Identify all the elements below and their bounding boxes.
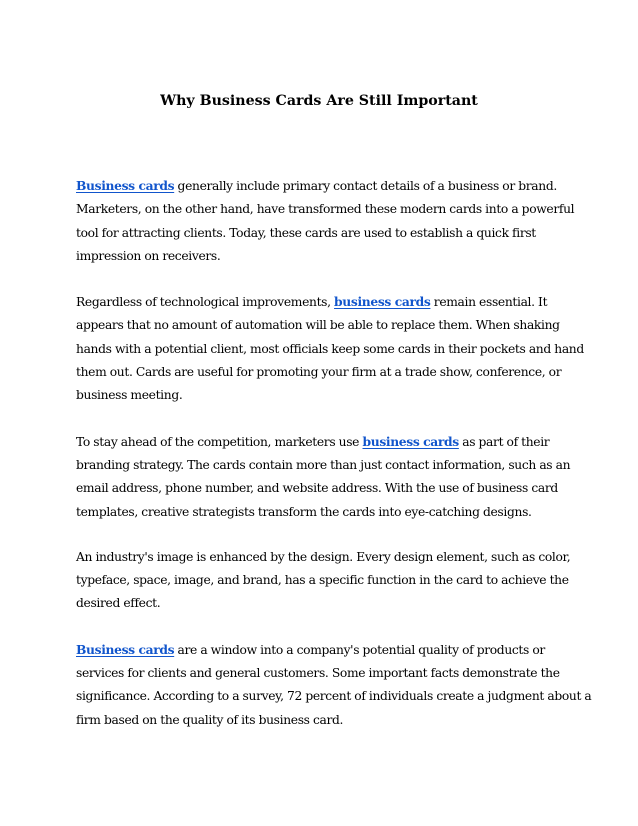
text-run: are a window into a company's potential quality of products or <box>174 642 545 657</box>
paragraph-4 <box>76 546 571 616</box>
text-run: Regardless of technological improvements, <box>76 295 335 310</box>
document-title: Why Business Cards Are Still Important <box>160 93 478 109</box>
text-line: impression on receivers. <box>76 248 221 263</box>
paragraph-2 <box>76 290 584 407</box>
text-run: generally include primary contact details of a business or brand. <box>174 179 557 193</box>
text-run: To stay ahead of the competition, marketers use <box>76 434 363 449</box>
text-line: services for clients and general customers. Some important facts demonstrate the <box>76 666 560 681</box>
text-line: appears that no amount of automation will be able to replace them. When shaking <box>76 318 560 333</box>
paragraph-3 <box>76 430 571 524</box>
business-cards-link[interactable]: business cards <box>334 294 431 310</box>
business-cards-link[interactable]: Business cards <box>76 641 175 657</box>
text-line: branding strategy. The cards contain more than just contact information, such as an <box>76 457 571 472</box>
text-line: them out. Cards are useful for promoting your firm at a trade show, conference, or <box>76 365 562 380</box>
text-line: firm based on the quality of its business card. <box>76 712 344 727</box>
document-body <box>76 174 592 754</box>
text-run: remain essential. It <box>430 295 548 310</box>
business-cards-link[interactable]: business cards <box>362 433 459 449</box>
text-line: templates, creative strategists transform the cards into eye-catching designs. <box>76 504 532 519</box>
text-line <box>76 638 566 662</box>
paragraph-5 <box>76 638 592 732</box>
text-line: Marketers, on the other hand, have transformed these modern cards into a powerful <box>76 202 575 217</box>
text-line: email address, phone number, and website address. With the use of business card <box>76 481 558 496</box>
text-line: typeface, space, image, and brand, has a specific function in the card to achieve the <box>76 573 569 588</box>
paragraph-1 <box>76 174 575 268</box>
text-line: hands with a potential client, most officials keep some cards in their pockets and hand <box>76 341 584 356</box>
text-line <box>76 290 566 314</box>
text-run: as part of their <box>458 434 550 449</box>
business-cards-link[interactable]: Business cards <box>76 178 175 193</box>
text-line: desired effect. <box>76 596 161 611</box>
text-line: An industry's image is enhanced by the design. Every design element, such as color, <box>76 549 571 564</box>
text-line <box>76 174 566 198</box>
text-line <box>76 430 566 454</box>
text-line: business meeting. <box>76 388 183 403</box>
text-line: significance. According to a survey, 72 percent of individuals create a judgment about a <box>76 689 592 704</box>
text-line: tool for attracting clients. Today, these cards are used to establish a quick first <box>76 225 536 240</box>
